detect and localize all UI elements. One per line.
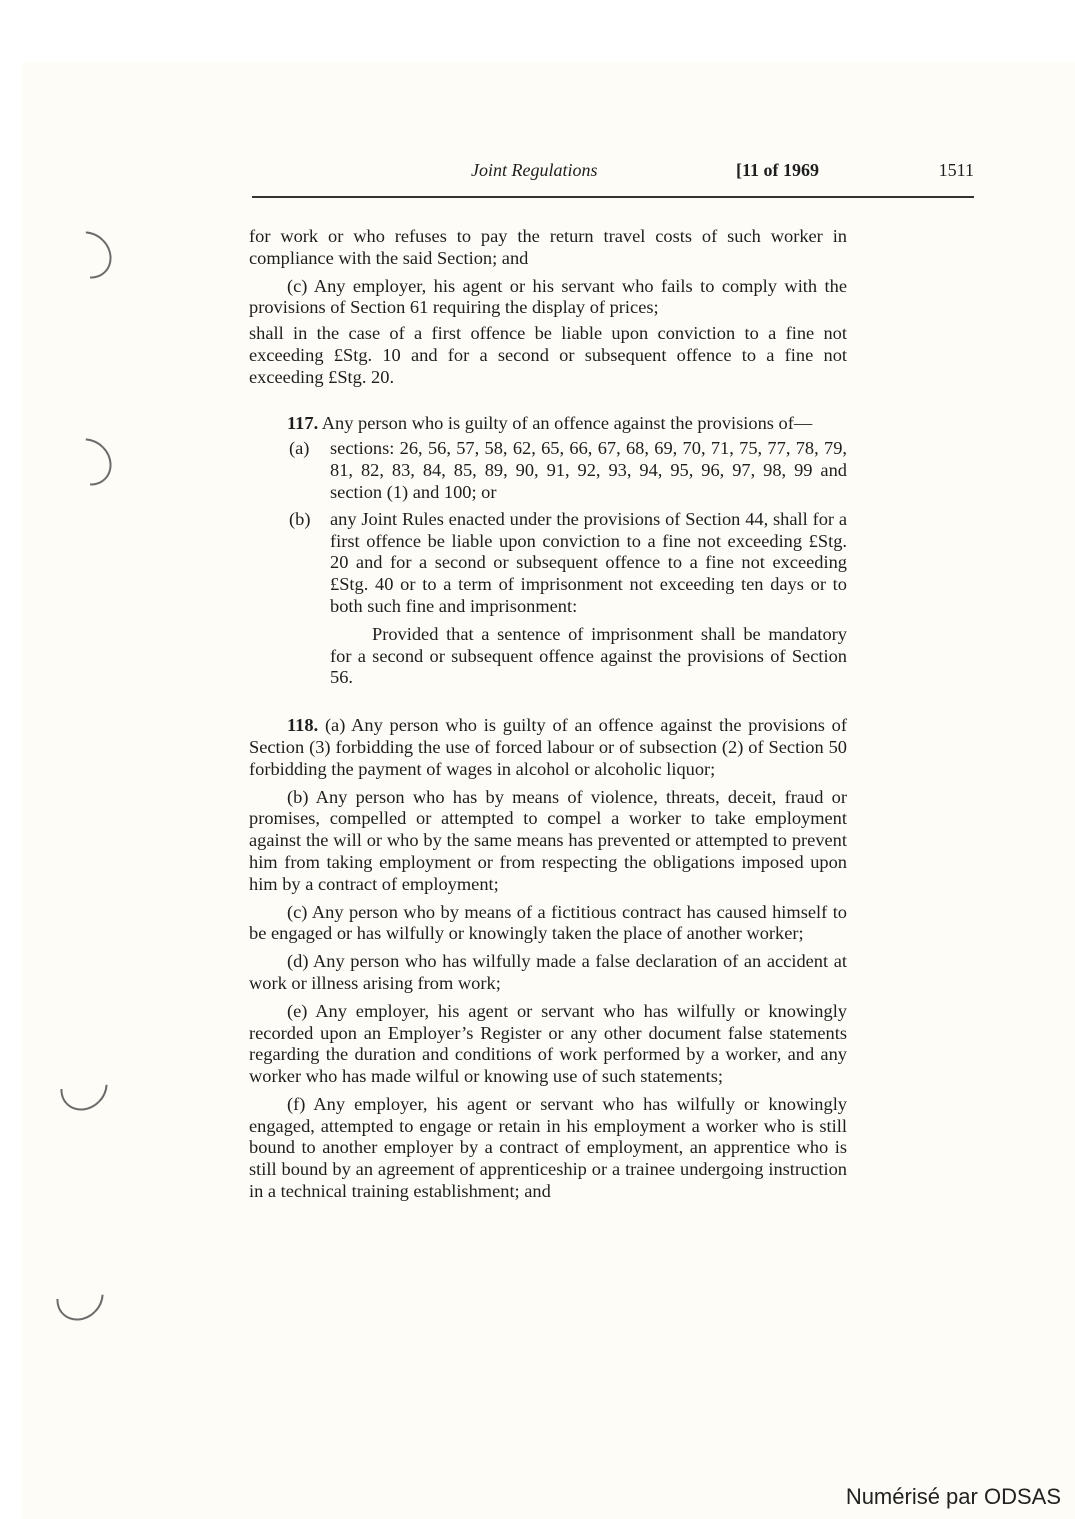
paragraph-f: (f) Any employer, his agent or servant who has wilfully or knowingly engaged, attempted to engage or retain in his employment a worker who is still bound to another employer by a contract of employment, an apprentice who is still bound by an agreement of apprenticeship or a trainee undergoing instruction in a technical training establishment; and [249,1093,847,1202]
item-label: (a) [289,438,310,459]
section-118-item-a [249,715,847,780]
running-header [252,160,974,184]
section-117-text: Any person who is guilty of an offence against the provisions of— [321,412,813,433]
document-body [249,226,847,1203]
section-117-item-a [249,438,847,503]
section-number: 118. [287,715,319,736]
paragraph-d: (d) Any person who has wilfully made a false declaration of an accident at work or illness arising from work; [249,951,847,993]
header-rule [252,196,974,198]
paragraph-e: (e) Any employer, his agent or servant who has wilfully or knowingly recorded upon an Employer’s Register or any other document false statements regarding the duration and conditions of work performed by a worker, and any worker who has made wilful or knowing use of such statements; [249,1000,847,1087]
paragraph-b: (b) Any person who has by means of violence, threats, deceit, fraud or promises, compelled or attempted to compel a worker to take employment against the will or who by the same means has prevented or attempted to prevent him from taking employment or from respecting the obligations imposed upon him by a contract of employment; [249,786,847,894]
paragraph-c: (c) Any employer, his agent or his servant who fails to comply with the provisions of Section 61 requiring the display of prices; [249,275,847,318]
page-number: 1511 [938,160,974,180]
item-label: (b) [289,508,311,529]
digitization-stamp: Numérisé par ODSAS [845,1484,1061,1509]
proviso: Provided that a sentence of imprisonment shall be mandatory for a second or subsequent offence against the provisions of Section 56. [330,623,847,688]
penalty-clause: shall in the case of a first offence be liable upon conviction to a fine not exceeding £Stg. 10 and for a second or subsequent offence to a fine not exceeding £Stg. 20. [249,323,847,387]
item-text: any Joint Rules enacted under the provisions of Section 44, shall for a first offence be liable upon conviction to a fine not exceeding £Stg. 20 and for a second or subsequent offence to a fine not exceeding £Stg. 40 or to a term of imprisonment not exceeding ten days or to both such fine and imprisonment: [330,508,847,616]
section-118-text: (a) Any person who is guilty of an offence against the provisions of Section (3) forbidding the use of forced labour or of subsection (2) of Section 50 forbidding the payment of wages in alcohol or alcoholic liquor; [249,715,847,779]
section-number: 117. [287,412,319,433]
header-title: Joint Regulations [471,160,598,180]
paragraph-c: (c) Any person who by means of a fictitious contract has caused himself to be engaged or has wilfully or knowingly taken the place of another worker; [249,901,847,944]
header-act-number: [11 of 1969 [736,160,819,180]
continuation-text: for work or who refuses to pay the return travel costs of such worker in compliance with the said Section; and [249,226,847,268]
section-117-intro [249,413,847,435]
item-text: sections: 26, 56, 57, 58, 62, 65, 66, 67, 68, 69, 70, 71, 75, 77, 78, 79, 81, 82, 83, 84, 85, 89, 90, 91, 92, 93, 94, 95, 96, 97, 98, 99 and section (1) and 100; or [330,438,847,502]
section-117-item-b [249,509,847,618]
